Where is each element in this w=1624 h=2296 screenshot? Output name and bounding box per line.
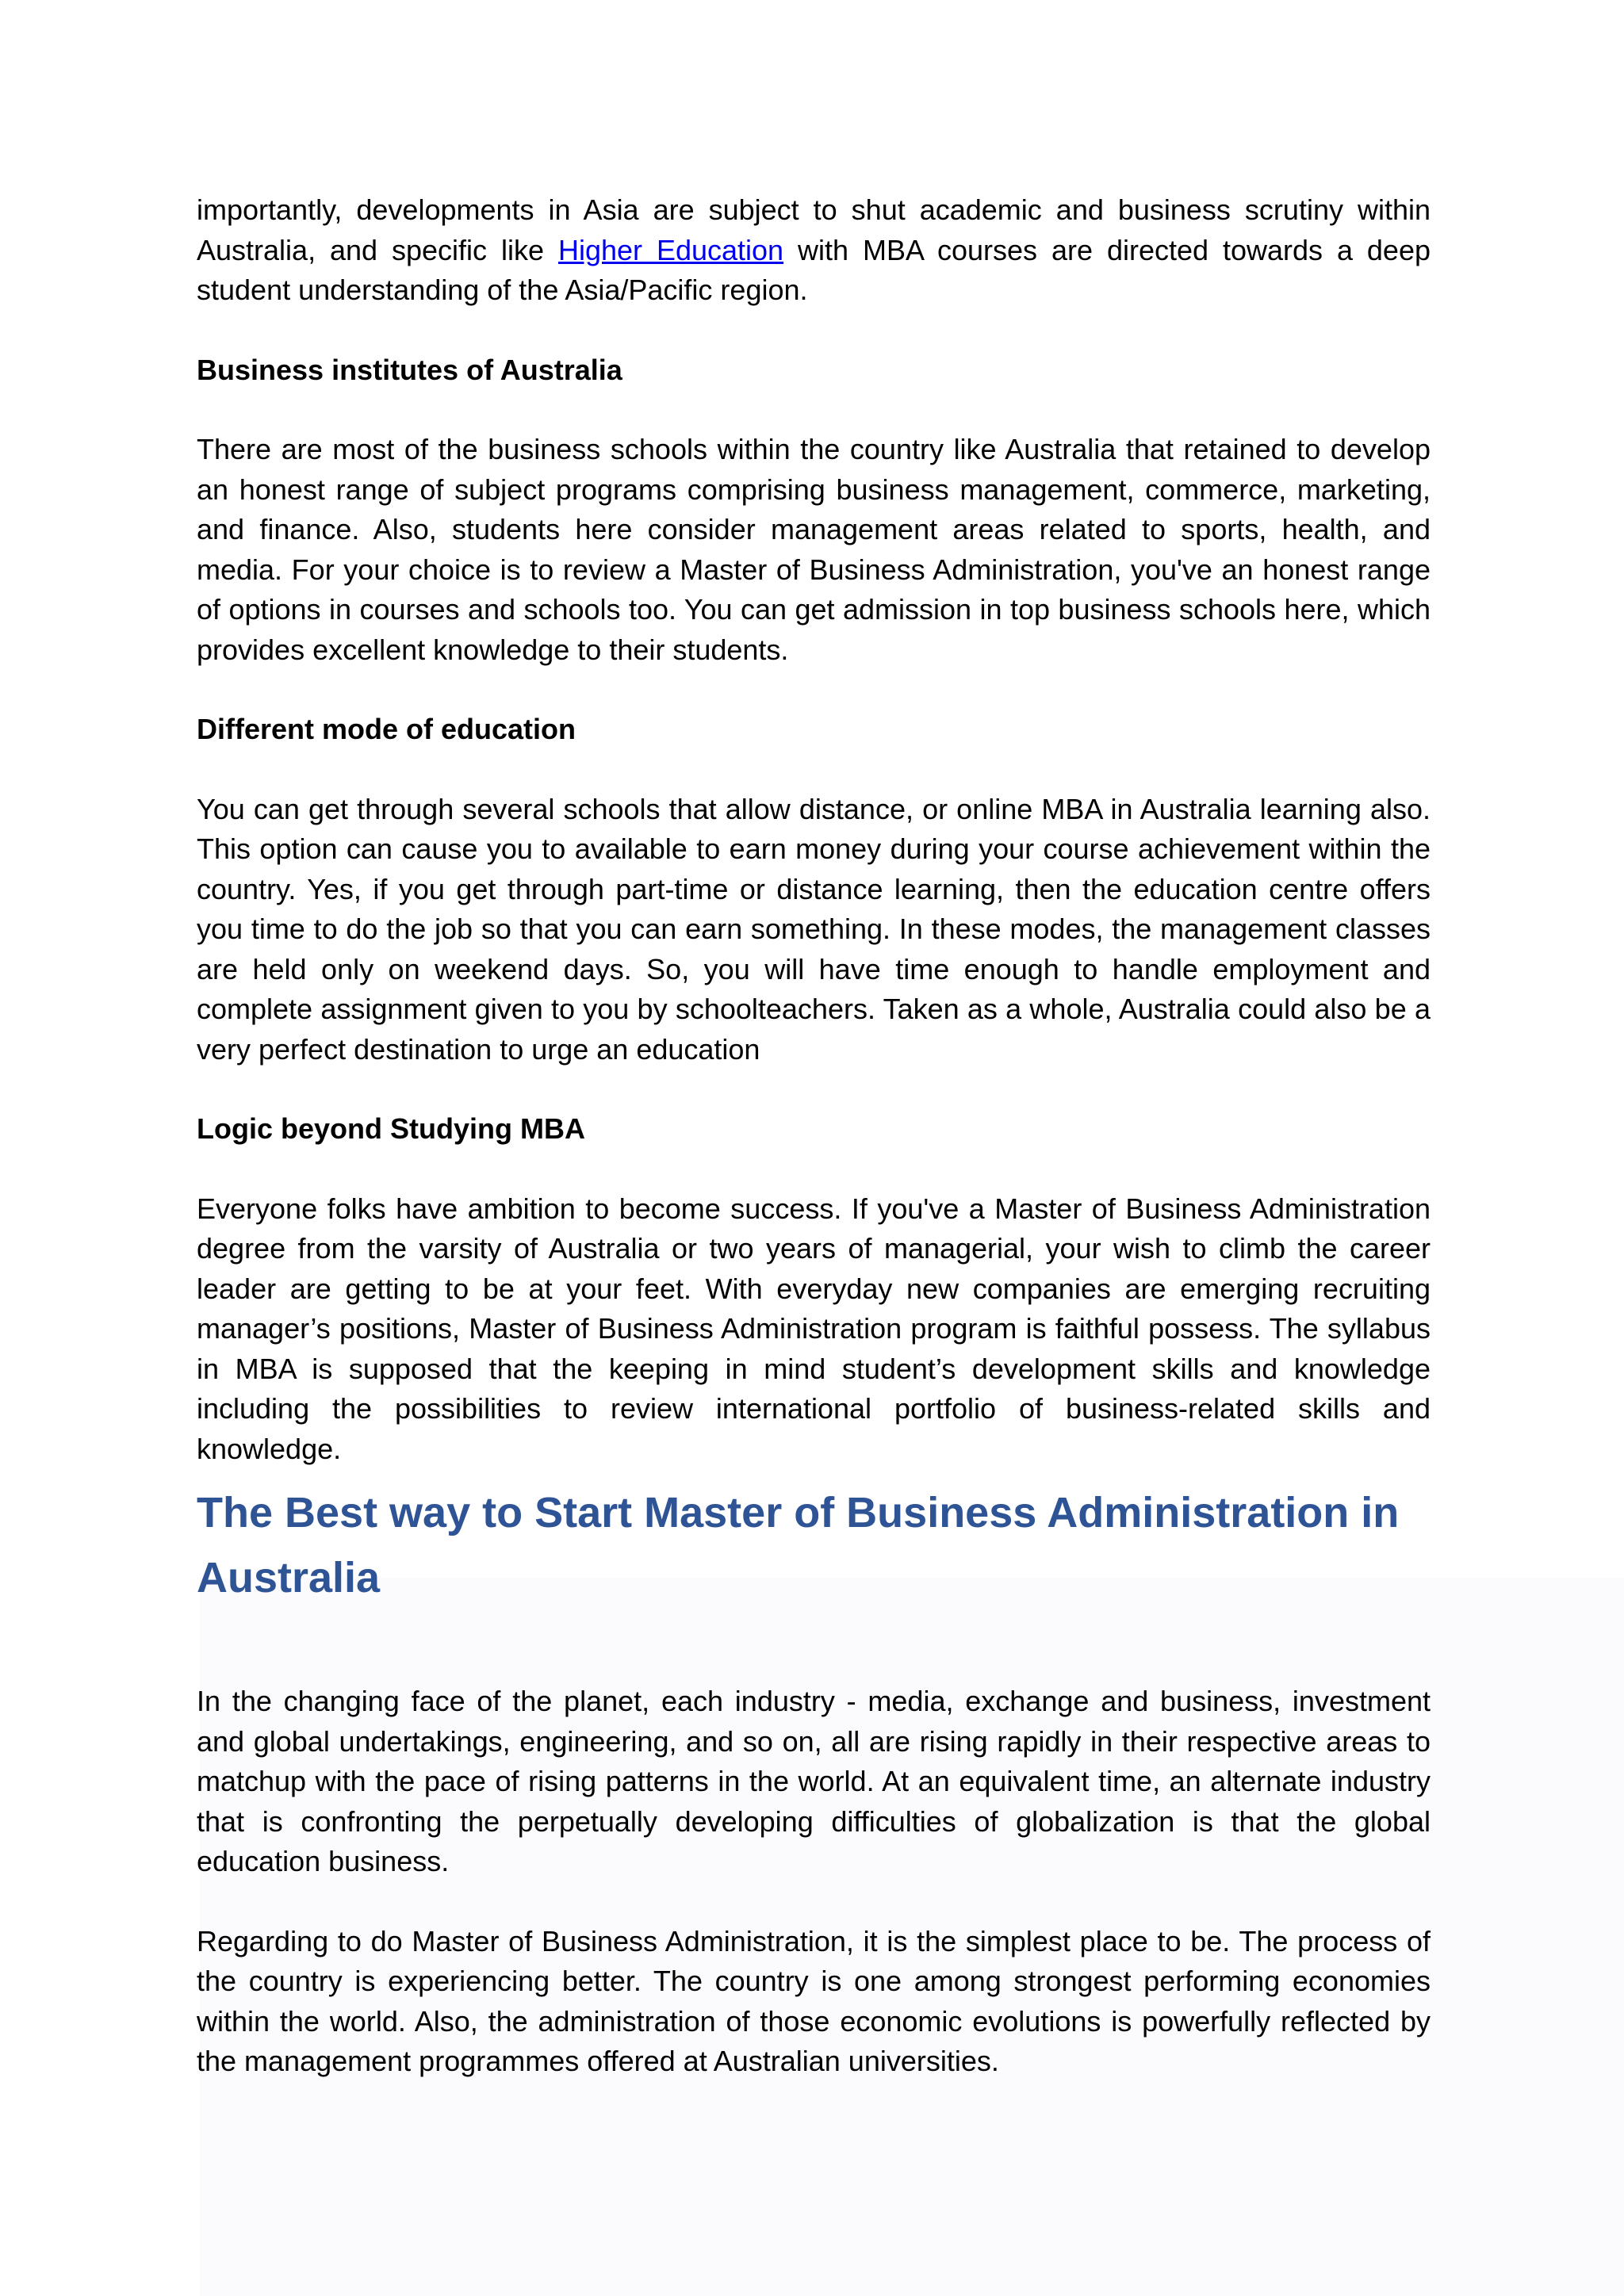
intro-text-before: importantly, developments in Asia are subject to shut academic and business scrutiny within Australia, and specific like bbox=[197, 193, 1431, 266]
section-heading-different-mode: Different mode of education bbox=[197, 713, 576, 745]
main-heading: The Best way to Start Master of Business Administration in Australia bbox=[197, 1489, 1400, 1601]
closing-paragraph-1: In the changing face of the planet, each industry - media, exchange and business, investment and global undertakings, engineering, and so on, all are rising rapidly in their respective areas to matchup with the pace of rising patterns in the world. At an equivalent time, an alternate industry that is confronting the perpetually developing difficulties of globalization is that the global education business. bbox=[197, 1685, 1431, 1877]
higher-education-link[interactable]: Higher Education bbox=[557, 233, 784, 266]
section-heading-logic-beyond: Logic beyond Studying MBA bbox=[197, 1112, 585, 1145]
section-heading-business-institutes: Business institutes of Australia bbox=[197, 353, 622, 386]
section-body-business-institutes: There are most of the business schools within the country like Australia that retained to develop an honest range of subject programs comprising business management, commerce, marketing, and finance. Also, students here consider management areas related to sports, health, and media. For your choice is to review a Master of Business Administration, you've an honest range of options in courses and schools too. You can get admission in top business schools here, which provides excellent knowledge to their students. bbox=[197, 433, 1431, 666]
section-body-different-mode: You can get through several schools that allow distance, or online MBA in Australia learning also. This option can cause you to available to earn money during your course achievement within the country. Yes, if you get through part-time or distance learning, then the education centre offers you time to do the job so that you can earn something. In these modes, the management classes are held only on weekend days. So, you will have time enough to handle employment and complete assignment given to you by schoolteachers. Taken as a whole, Australia could also be a very perfect destination to urge an education bbox=[197, 792, 1431, 1066]
intro-paragraph bbox=[197, 190, 1431, 311]
document-content bbox=[197, 190, 1431, 2122]
section-body-logic-beyond: Everyone folks have ambition to become success. If you've a Master of Business Administration degree from the varsity of Australia or two years of managerial, your wish to climb the career leader are getting to be at your feet. With everyday new companies are emerging recruiting manager’s positions, Master of Business Administration program is faithful possess. The syllabus in MBA is supposed that the keeping in mind student’s development skills and knowledge including the possibilities to review international portfolio of business-related skills and knowledge. bbox=[197, 1192, 1431, 1465]
closing-paragraph-2: Regarding to do Master of Business Administration, it is the simplest place to be. The process of the country is experiencing better. The country is one among strongest performing economies within the world. Also, the administration of those economic evolutions is powerfully reflected by the management programmes offered at Australian universities. bbox=[197, 1924, 1431, 2077]
intro-text-after: with MBA courses are directed towards a deep student understanding of the Asia/Pacific region. bbox=[197, 233, 1431, 306]
